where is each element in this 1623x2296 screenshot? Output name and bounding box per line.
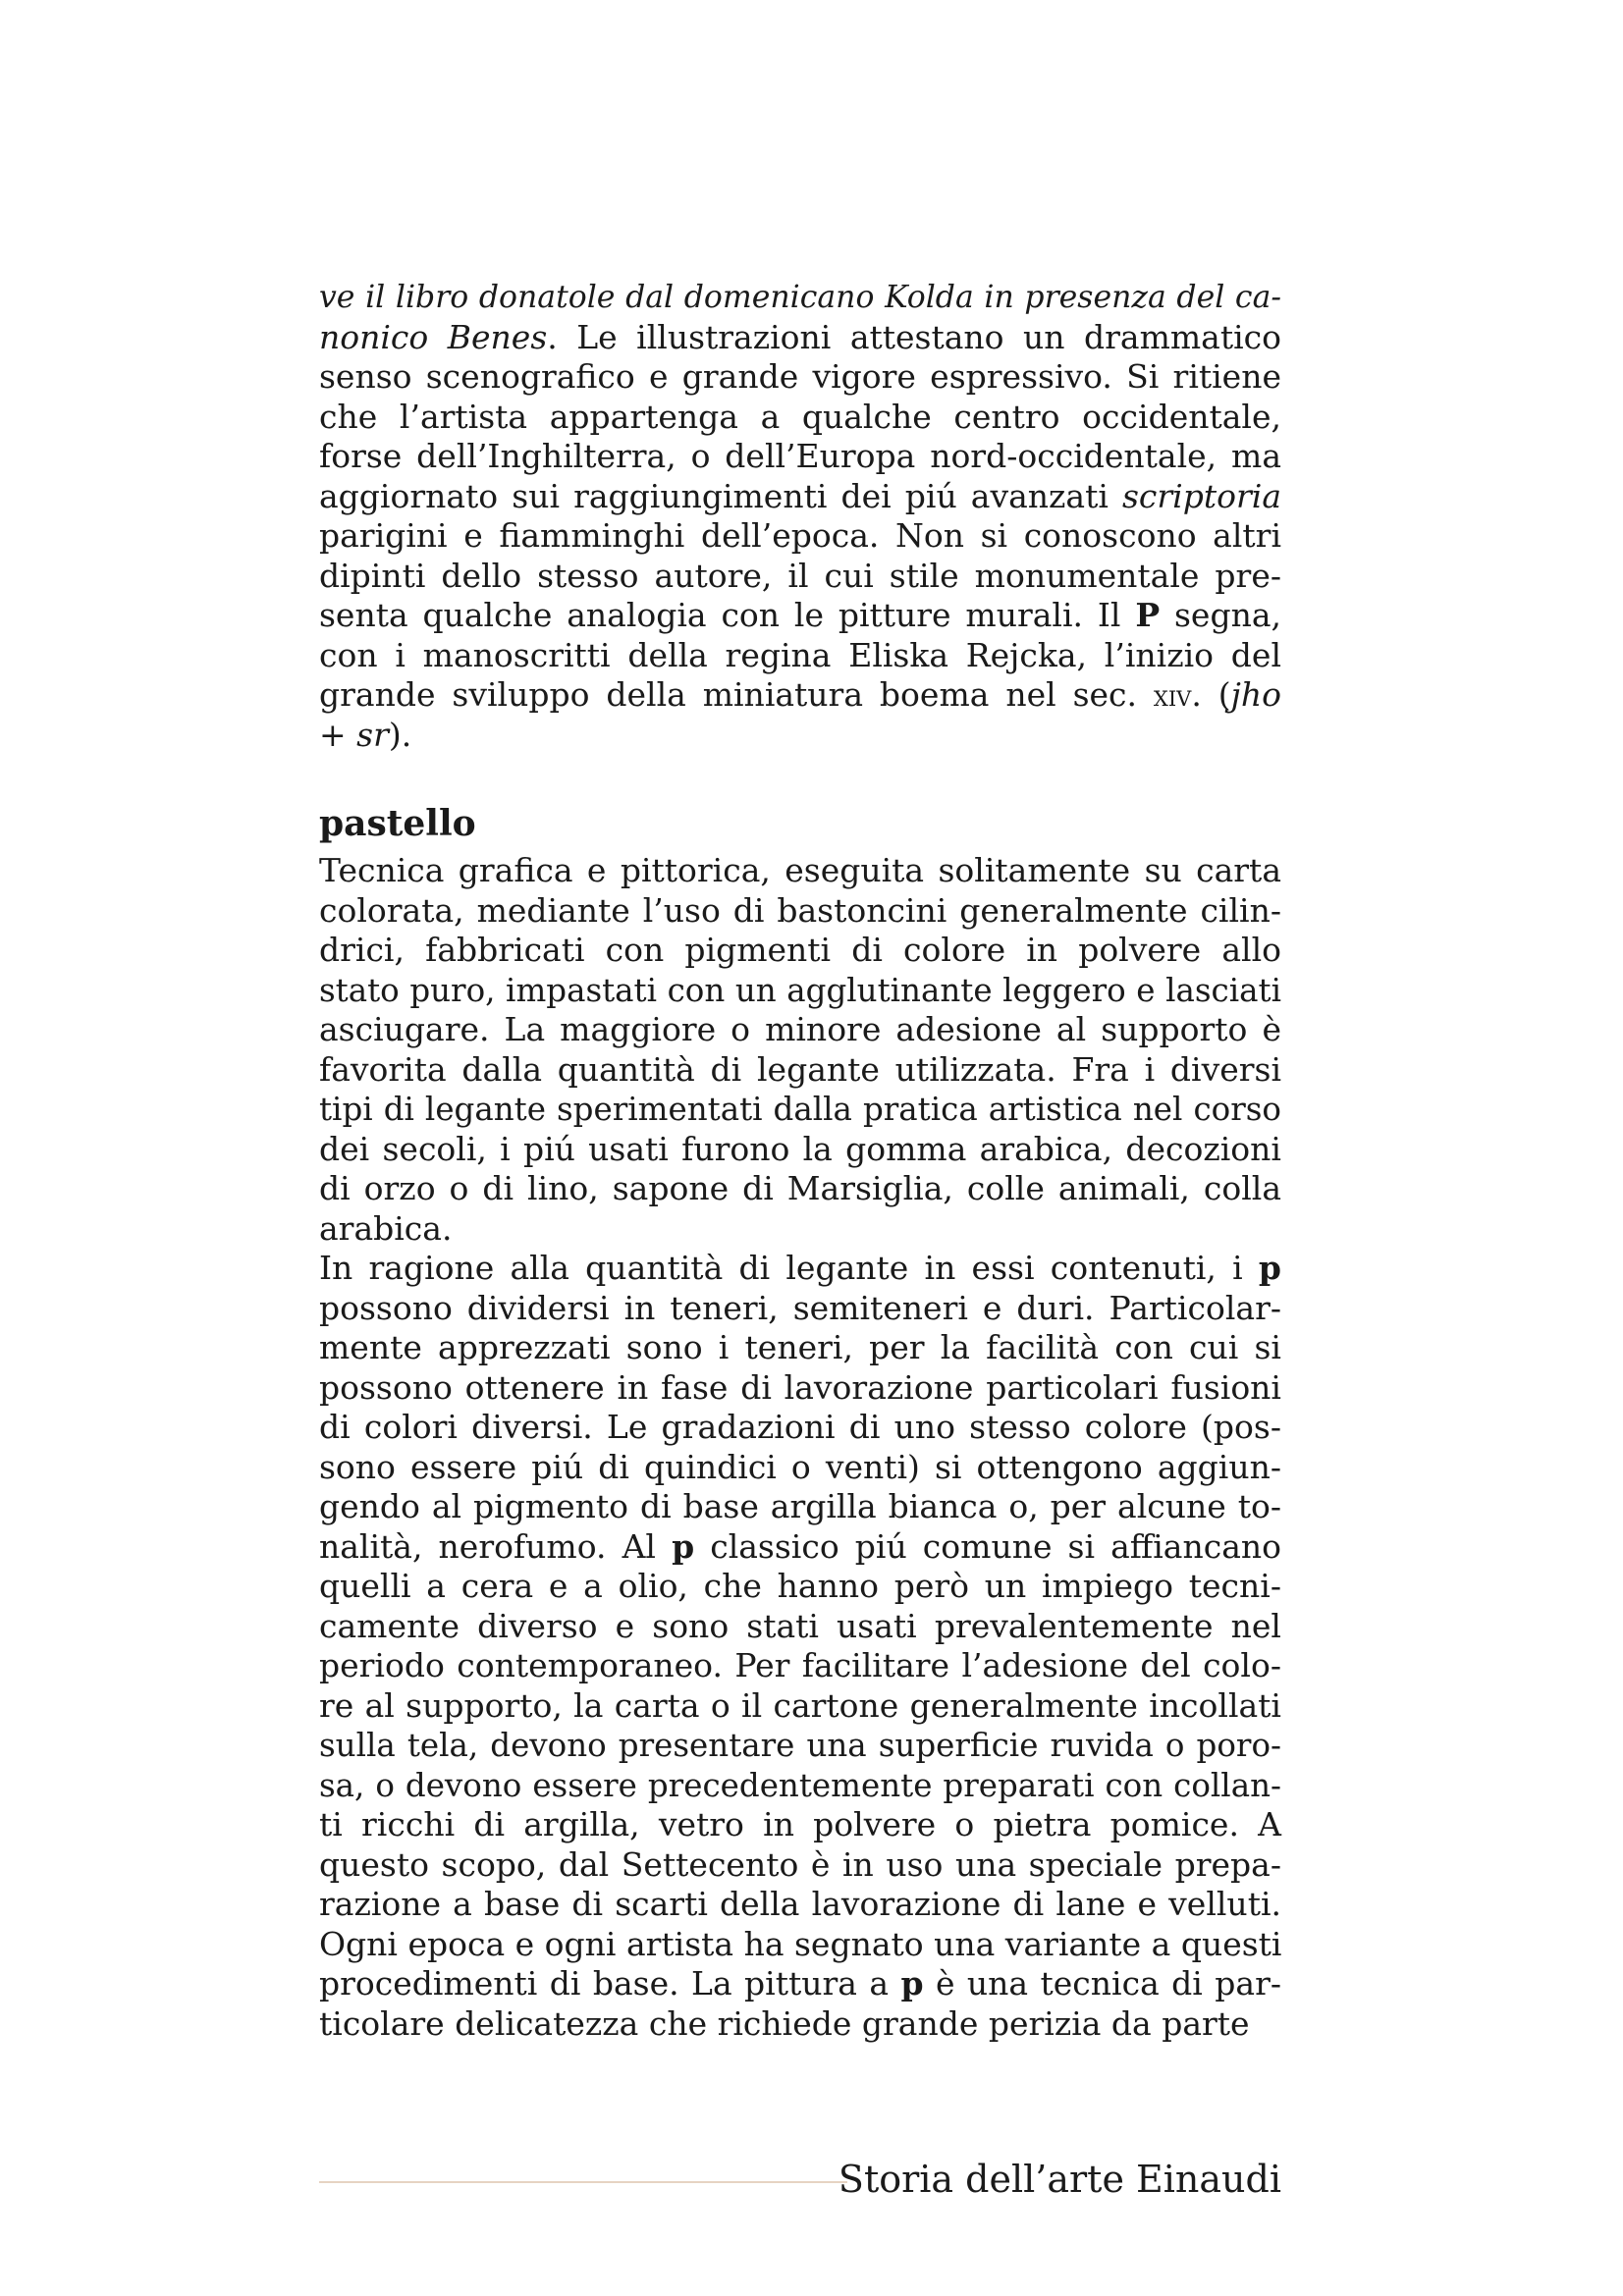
text-line (319, 1567, 1281, 1607)
text-run: è una tecnica di par- (923, 1964, 1281, 2002)
text-line (319, 1090, 1281, 1130)
text-line (319, 1964, 1281, 2004)
text-run: razione a base di scarti della lavorazione di lane e velluti. (319, 1885, 1281, 1923)
text-run: di colori diversi. Le gradazioni di uno stesso colore (pos- (319, 1408, 1281, 1446)
text-line (319, 1885, 1281, 1925)
text-run: questo scopo, dal Settecento è in uso una speciale prepa- (319, 1844, 1281, 1884)
text-line (319, 1169, 1281, 1209)
text-line (319, 1805, 1281, 1845)
page-body (319, 278, 1281, 2044)
text-line (319, 1050, 1281, 1091)
text-line (319, 1766, 1281, 1806)
text-run: segna, (1160, 596, 1281, 634)
text-line (319, 1726, 1281, 1766)
text-run: scriptoria (1121, 476, 1281, 515)
text-run: arabica. (319, 1208, 453, 1248)
text-line (319, 971, 1281, 1011)
text-run: di orzo o di lino, sapone di Marsiglia, colle animali, colla (319, 1169, 1281, 1207)
text-run: asciugare. La maggiore o minore adesione al supporto è (319, 1010, 1281, 1048)
text-run: p (900, 1964, 924, 2002)
text-run: procedimenti di base. La pittura a (319, 1964, 901, 2002)
text-line (319, 398, 1281, 438)
text-line (319, 557, 1281, 597)
text-line (319, 1686, 1281, 1727)
text-line (319, 891, 1281, 932)
entry-paragraph-2 (319, 1249, 1281, 2044)
text-run: forse dell’Inghilterra, o dell’Europa nord-occidentale, ma (319, 437, 1281, 475)
text-run: possono dividersi in teneri, semiteneri e duri. Particolar- (319, 1288, 1281, 1327)
text-run: + (319, 715, 357, 754)
text-run: nalità, nerofumo. Al (319, 1526, 673, 1566)
text-line (319, 1249, 1281, 1289)
text-line (319, 596, 1281, 636)
footer-publisher: Storia dell’arte Einaudi (838, 2158, 1281, 2201)
text-run: Ogni epoca e ogni artista ha segnato una variante a questi (319, 1924, 1282, 1963)
entry-headword: pastello (319, 803, 476, 844)
text-line (319, 516, 1281, 557)
text-run: classico piú comune si affiancano (694, 1526, 1282, 1566)
text-run: ). (388, 715, 412, 754)
text-line (319, 1448, 1281, 1488)
text-run: con i manoscritti della regina Eliska Rejcka, l’inizio del (319, 635, 1281, 674)
text-run: re al supporto, la carta o il cartone generalmente incollati (319, 1685, 1281, 1725)
text-line (319, 477, 1281, 517)
text-line (319, 1646, 1281, 1686)
text-line (319, 318, 1281, 358)
text-run: gendo al pigmento di base argilla bianca o, per alcune to- (319, 1487, 1281, 1525)
text-line (319, 1368, 1281, 1409)
text-run: sr (356, 715, 389, 754)
text-run: dipinti dello stesso autore, il cui stile monumentale pre- (319, 556, 1281, 595)
text-line (319, 357, 1281, 398)
text-run: p (672, 1526, 695, 1566)
text-run: senso scenografico e grande vigore espressivo. Si ritiene (319, 357, 1281, 396)
text-line (319, 2004, 1281, 2045)
text-line (319, 1925, 1281, 1965)
text-run: sono essere piú di quindici o venti) si ottengono aggiun- (319, 1447, 1281, 1486)
text-run: drici, fabbricati con pigmenti di colore in polvere allo (319, 931, 1281, 969)
text-run: mente apprezzati sono i teneri, per la facilità con cui si (319, 1328, 1281, 1366)
text-run: colorata, mediante l’uso di bastoncini generalmente cilin- (319, 890, 1281, 930)
text-line (319, 1408, 1281, 1448)
text-line (319, 1527, 1281, 1568)
text-line (319, 636, 1281, 676)
text-run: In ragione alla quantità di legante in essi contenuti, i (319, 1249, 1259, 1287)
text-run: nonico Benes (319, 317, 548, 356)
text-line (319, 437, 1281, 477)
text-run: dei secoli, i piú usati furono la gomma arabica, decozioni (319, 1129, 1281, 1168)
text-line (319, 1209, 1281, 1250)
text-run: Tecnica grafica e pittorica, eseguita solitamente su carta (319, 851, 1281, 889)
text-run: xiv (1153, 679, 1192, 714)
text-run: favorita dalla quantità di legante utilizzata. Fra i diversi (319, 1049, 1281, 1089)
text-run: periodo contemporaneo. Per facilitare l’adesione del colo- (319, 1646, 1281, 1684)
text-run: stato puro, impastati con un agglutinante leggero e lasciati (319, 971, 1281, 1009)
text-run: senta qualche analogia con le pitture murali. Il (319, 596, 1136, 634)
text-line (319, 1328, 1281, 1368)
text-run: sulla tela, devono presentare una superficie ruvida o poro- (319, 1727, 1281, 1764)
text-run: quelli a cera e a olio, che hanno però un impiego tecni- (319, 1567, 1281, 1605)
text-line (319, 1487, 1281, 1527)
text-line (319, 675, 1281, 716)
text-run: . Le illustrazioni attestano un drammatico (547, 317, 1282, 356)
footer-rule (319, 2181, 847, 2183)
text-line (319, 1289, 1281, 1329)
text-line (319, 1607, 1281, 1647)
text-run: tipi di legante sperimentati dalla pratica artistica nel corso (319, 1091, 1281, 1128)
text-line (319, 931, 1281, 971)
text-line (319, 716, 1281, 756)
text-run: grande sviluppo della miniatura boema nel sec. (319, 675, 1154, 714)
text-line (319, 851, 1281, 891)
entry-continued-text (319, 278, 1281, 755)
text-run: ticolare delicatezza che richiede grande perizia da parte (319, 2003, 1250, 2043)
text-run: sa, o devono essere precedentemente preparati con collan- (319, 1766, 1281, 1804)
text-line (319, 1845, 1281, 1886)
text-run: che l’artista appartenga a qualche centro occidentale, (319, 397, 1281, 436)
entry-paragraph-1 (319, 851, 1281, 1249)
text-run: ve il libro donatole dal domenicano Kolda in presenza del ca- (319, 280, 1281, 315)
text-line (319, 278, 1281, 318)
page-footer (319, 2156, 1281, 2205)
text-line (319, 1010, 1281, 1050)
text-run: camente diverso e sono stati usati prevalentemente nel (319, 1606, 1281, 1645)
text-run: parigini e fiamminghi dell’epoca. Non si conoscono altri (319, 516, 1281, 555)
text-run: jho (1230, 675, 1281, 714)
text-line (319, 1130, 1281, 1170)
text-run: ti ricchi di argilla, vetro in polvere o pietra pomice. A (319, 1805, 1281, 1843)
text-run: p (1258, 1249, 1281, 1287)
text-run: P (1135, 596, 1161, 634)
text-run: possono ottenere in fase di lavorazione particolari fusioni (319, 1367, 1281, 1407)
text-run: . ( (1191, 675, 1231, 714)
text-run: aggiornato sui raggiungimenti dei piú avanzati (319, 476, 1122, 515)
